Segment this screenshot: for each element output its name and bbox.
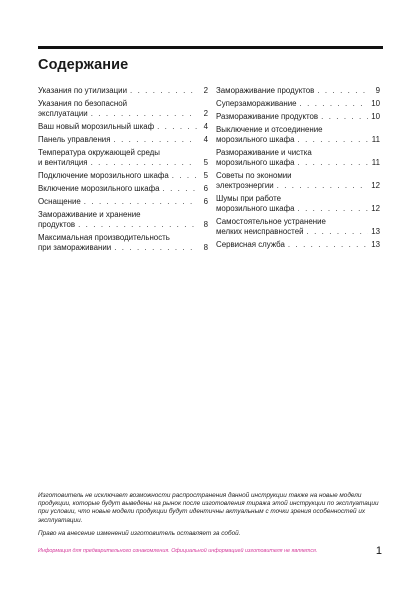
toc-entry-title: электроэнергии (216, 181, 274, 190)
toc-page-number: 10 (371, 112, 380, 121)
toc-entry (216, 171, 380, 191)
toc-entry-title: Температура окружающей среды (38, 148, 160, 157)
dot-leader (91, 158, 197, 168)
toc-entry (38, 86, 208, 96)
dot-leader (114, 135, 198, 145)
toc-entry-title: Оснащение (38, 197, 81, 206)
toc-entry-title: Размораживание продуктов (216, 112, 319, 121)
toc-page-number: 2 (203, 109, 208, 118)
toc-entry-title: Советы по экономии (216, 171, 292, 180)
toc-page-number: 12 (371, 181, 380, 190)
toc-entry (38, 148, 208, 168)
toc-entry (216, 86, 380, 96)
dot-leader (300, 99, 369, 109)
toc-entry-title: морозильного шкафа (216, 204, 295, 213)
toc-page-number: 9 (375, 86, 380, 95)
dot-leader (307, 227, 369, 237)
toc-page-number: 2 (203, 86, 208, 95)
toc-page-number: 13 (371, 240, 380, 249)
dot-leader (277, 181, 369, 191)
toc-page-number: 4 (203, 135, 208, 144)
toc-page-number: 6 (203, 197, 208, 206)
toc-entry-title: Ваш новый морозильный шкаф (38, 122, 155, 131)
toc-entry-title: Выключение и отсоединение (216, 125, 323, 134)
toc-entry (216, 194, 380, 214)
toc-page-number: 4 (203, 122, 208, 131)
toc-entry (38, 210, 208, 230)
dot-leader (163, 184, 198, 194)
dot-leader (298, 135, 369, 145)
toc-entry-title: Максимальная производительность (38, 233, 170, 242)
footer-note: Информация для предварительного ознакомления. Официальной информацией изготовителя не является. (38, 548, 318, 554)
toc-page-number: 5 (203, 171, 208, 180)
toc-page-number: 12 (371, 204, 380, 213)
toc-entry-title: при замораживании (38, 243, 112, 252)
toc-entry-title: Самостоятельное устранение (216, 217, 326, 226)
toc-entry (38, 184, 208, 194)
toc-page-number: 11 (371, 158, 380, 167)
toc-column-left (38, 86, 208, 256)
toc-column-right (216, 86, 380, 253)
toc-entry (216, 99, 380, 109)
toc-page-number: 8 (203, 243, 208, 252)
toc-entry (38, 233, 208, 253)
dot-leader (172, 171, 197, 181)
toc-entry (216, 240, 380, 250)
toc-page-number: 8 (203, 220, 208, 229)
dot-leader (157, 122, 197, 132)
header-rule (38, 46, 383, 49)
toc-entry (216, 148, 380, 168)
dot-leader (298, 204, 369, 214)
toc-entry (38, 171, 208, 181)
disclaimer-paragraph: Изготовитель не исключает возможности распространения данной инструкции также на новые модели продукции, которые будут выведены на рынок после изготовления тиража этой инструкции по эксплуатации при условии, что новые модели продукции будут идентичны актуальным с точки зрения особенностей их эксплуатации. (38, 492, 379, 524)
toc-entry-title: Включение морозильного шкафа (38, 184, 160, 193)
toc-entry-title: Указания по утилизации (38, 86, 127, 95)
toc-entry-title: Замораживание продуктов (216, 86, 315, 95)
dot-leader (84, 197, 197, 207)
toc-entry-title: Размораживание и чистка (216, 148, 312, 157)
dot-leader (78, 220, 197, 230)
toc-entry-title: продуктов (38, 220, 76, 229)
toc-page-number: 6 (203, 184, 208, 193)
toc-entry (38, 99, 208, 119)
toc-entry-title: эксплуатации (38, 109, 88, 118)
toc-entry-title: мелких неисправностей (216, 227, 304, 236)
toc-entry (38, 197, 208, 207)
toc-entry-title: Замораживание и хранение (38, 210, 141, 219)
dot-leader (298, 158, 369, 168)
toc-entry-title: Указания по безопасной (38, 99, 127, 108)
toc-entry-title: Подключение морозильного шкафа (38, 171, 169, 180)
dot-leader (91, 109, 197, 119)
toc-page-number: 5 (203, 158, 208, 167)
toc-entry (216, 125, 380, 145)
toc-page-number: 10 (371, 99, 380, 108)
toc-entry-title: морозильного шкафа (216, 158, 295, 167)
rights-paragraph: Право на внесение изменений изготовитель оставляет за собой. (38, 529, 241, 537)
dot-leader (317, 86, 369, 96)
toc-entry-title: Сервисная служба (216, 240, 285, 249)
toc-entry-title: Суперзамораживание (216, 99, 297, 108)
toc-page-number: 11 (371, 135, 380, 144)
dot-leader (321, 112, 368, 122)
toc-entry (38, 122, 208, 132)
dot-leader (288, 240, 368, 250)
toc-entry (216, 217, 380, 237)
toc-entry-title: и вентиляция (38, 158, 88, 167)
toc-entry-title: морозильного шкафа (216, 135, 295, 144)
disclaimer-notes (38, 492, 383, 543)
toc-page-number: 13 (371, 227, 380, 236)
dot-leader (130, 86, 197, 96)
page-title: Содержание (38, 57, 129, 73)
toc-entry (216, 112, 380, 122)
toc-entry-title: Панель управления (38, 135, 111, 144)
page-number: 1 (375, 545, 382, 557)
toc-entry-title: Шумы при работе (216, 194, 282, 203)
toc-entry (38, 135, 208, 145)
dot-leader (114, 243, 197, 253)
